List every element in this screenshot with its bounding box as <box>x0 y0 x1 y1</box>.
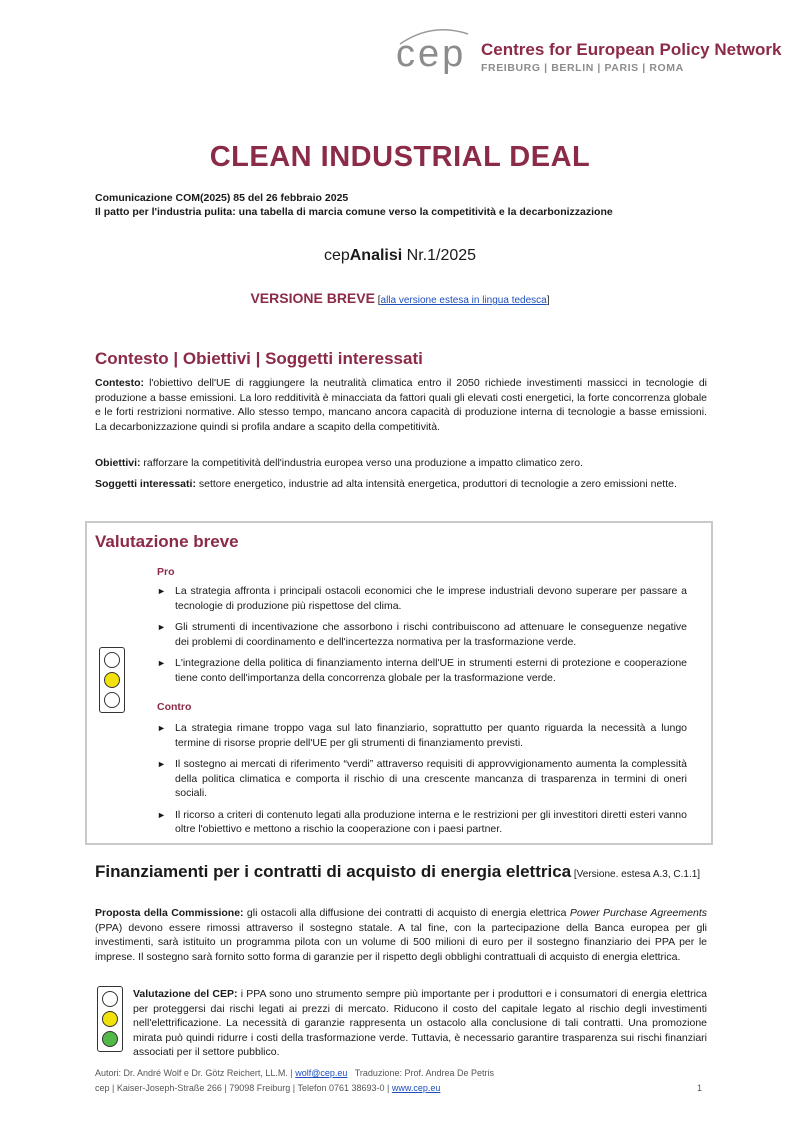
link-close-bracket: ] <box>546 295 550 306</box>
footer-address <box>95 1082 440 1094</box>
context-paragraph <box>95 376 707 434</box>
version-line <box>0 288 800 311</box>
author-email-link[interactable]: wolf@cep.eu <box>295 1068 348 1078</box>
website-link[interactable]: www.cep.eu <box>391 1083 441 1093</box>
version-label: VERSIONE BREVE <box>250 290 375 306</box>
contro-list <box>157 721 687 844</box>
red-lamp-icon <box>104 652 120 668</box>
pro-item <box>157 584 687 613</box>
context-label: Contesto: <box>95 377 144 389</box>
logo-text: cep <box>396 33 467 75</box>
ppa-heading-row <box>95 862 707 885</box>
red-lamp-icon <box>102 991 118 1007</box>
proposal-text-2: (PPA) devono essere rimossi attraverso il sostegno statale. A tal fine, con la partecipazione della Banca europea per gli investimenti, sarà istituito un programma pilota con un volume di 500 milioni di euro per il sostegno finanziario dei PPA per le imprese. Il sostegno sarà fornito sotto forma di garanzie per il rispetto degli obblighi contrattuali di acquisto di energia elettrica. <box>95 921 707 963</box>
ppa-reference: [Versione. estesa A.3, C.1.1] <box>571 869 701 880</box>
yellow-lamp-icon <box>104 672 120 688</box>
bullet-arrow-icon: ► <box>157 586 166 596</box>
address-text: cep | Kaiser-Joseph-Straße 266 | 79098 Freiburg | Telefon 0761 38693-0 | <box>95 1083 392 1093</box>
analysis-suffix: Nr.1/2025 <box>402 247 477 264</box>
cep-assessment-paragraph <box>133 987 707 1060</box>
cep-assessment-label: Valutazione del CEP: <box>133 988 238 1000</box>
contro-item <box>157 721 687 750</box>
pro-list <box>157 584 687 692</box>
authors-text: Autori: Dr. André Wolf e Dr. Götz Reichert, LL.M. | <box>95 1068 296 1078</box>
analysis-bold: Analisi <box>349 247 403 264</box>
communication-reference: Comunicazione COM(2025) 85 del 26 febbraio 2025 <box>95 192 349 204</box>
assessment-title: Valutazione breve <box>95 532 239 551</box>
commission-proposal-paragraph <box>95 906 707 964</box>
cep-assessment-text: i PPA sono uno strumento sempre più importante per i produttori e i consumatori di energia elettrica per proteggersi dai rischi legati ai prezzi di mercato. Riducono il costo del capitale legato al rischio degli investimenti nell'elettrificazione. La necessità di garanzie rappresenta un ostacolo alla conclusione di tali contratti. Una promozione mirata può quindi ridurre i costi della trasformazione verde. Tuttavia, è necessario garantire trasparenza sui rischi finanziari associati per il settore pubblico. <box>133 988 707 1058</box>
contro-item-text: La strategia rimane troppo vaga sul lato finanziario, soprattutto per quanto riguarda la necessità a lungo termine di risorse proprie dell'UE per gli strumenti di finanziamento previsti. <box>175 722 687 749</box>
bullet-arrow-icon: ► <box>157 658 166 668</box>
bullet-arrow-icon: ► <box>157 809 166 820</box>
link-open-bracket: [ <box>374 295 381 306</box>
organization-cities: FREIBURG | BERLIN | PARIS | ROMA <box>481 62 684 74</box>
pro-item-text: Gli strumenti di incentivazione che assorbono i rischi contribuiscono ad attenuare le conseguenze negative dei problemi di coordinamento e dell'incertezza normativa per la trasformazione verde. <box>175 621 687 648</box>
objectives-text: rafforzare la competitività dell'industria europea verso una produzione a impatto climatico zero. <box>140 457 583 469</box>
ppa-traffic-light-icon <box>97 986 123 1052</box>
green-lamp-icon <box>104 692 120 708</box>
footer-authors <box>95 1067 494 1079</box>
stakeholders-text: settore energetico, industrie ad alta intensità energetica, produttori di tecnologie a zero emissioni nette. <box>195 478 677 490</box>
stakeholders-label: Soggetti interessati: <box>95 478 196 490</box>
analysis-number <box>0 246 800 266</box>
extended-version-link[interactable]: alla versione estesa in lingua tedesca <box>380 295 547 306</box>
yellow-lamp-icon <box>102 1011 118 1027</box>
contro-item <box>157 757 687 801</box>
bullet-arrow-icon: ► <box>157 723 166 733</box>
contro-item-text: Il sostegno ai mercati di riferimento “verdi” attraverso requisiti di approvvigionamento aumenta la complessità della politica climatica e comporta il rischio di una crescente mancanza di trasparenza in termini di oneri sociali. <box>175 758 687 799</box>
pro-label: Pro <box>157 566 175 578</box>
proposal-text-1: gli ostacoli alla diffusione dei contratti di acquisto di energia elettrica <box>243 907 570 919</box>
objectives-paragraph <box>95 456 707 471</box>
pro-item <box>157 620 687 649</box>
green-lamp-icon <box>102 1031 118 1047</box>
pro-item-text: La strategia affronta i principali ostacoli economici che le imprese industriali devono superare per passare a tecnologie di produzione più rispettose del clima. <box>175 585 687 612</box>
context-heading: Contesto | Obiettivi | Soggetti interessati <box>95 349 423 368</box>
contro-item <box>157 808 687 837</box>
cep-logo <box>392 26 782 84</box>
document-title: CLEAN INDUSTRIAL DEAL <box>209 141 591 173</box>
contro-item-text: Il ricorso a criteri di contenuto legati alla produzione interna e le restrizioni per gli investitori diretti esteri vanno oltre l'obiettivo e mettono a rischio la cooperazione con i paesi partner. <box>175 808 687 835</box>
contro-label: Contro <box>157 701 192 713</box>
ppa-heading: Finanziamenti per i contratti di acquisto di energia elettrica <box>95 862 572 881</box>
communication-subtitle: Il patto per l'industria pulita: una tabella di marcia comune verso la competitività e la decarbonizzazione <box>95 206 613 218</box>
bullet-arrow-icon: ► <box>157 622 166 632</box>
analysis-prefix: cep <box>323 247 350 264</box>
pro-item-text: L'integrazione della politica di finanziamento interna dell'UE in strumenti esterni di protezione e cooperazione tiene conto dell'importanza della concorrenza globale per la trasformazione verde. <box>175 657 687 684</box>
proposal-label: Proposta della Commissione: <box>95 907 244 919</box>
bullet-arrow-icon: ► <box>157 759 166 769</box>
traffic-light-icon <box>99 647 125 713</box>
stakeholders-paragraph <box>95 477 707 492</box>
proposal-italic: Power Purchase Agreements <box>569 907 707 919</box>
page-number: 1 <box>697 1083 703 1093</box>
short-assessment-box <box>85 521 713 845</box>
translation-credit: Traduzione: Prof. Andrea De Petris <box>347 1068 494 1078</box>
organization-name: Centres for European Policy Network <box>481 40 782 59</box>
context-text: l'obiettivo dell'UE di raggiungere la neutralità climatica entro il 2050 richiede investimenti massicci in tecnologie di produzione a basse emissioni. La loro redditività è minacciata da fattori quali gli elevati costi energetici, la forte concorrenza globale e le forti restrizioni normative. Allo stesso tempo, mancano ancora capacità di produzione interna di tecnologie a basse emissioni. La decarbonizzazione quindi si profila andare a scapito della competitività. <box>95 377 707 433</box>
objectives-label: Obiettivi: <box>95 457 141 469</box>
pro-item <box>157 656 687 685</box>
